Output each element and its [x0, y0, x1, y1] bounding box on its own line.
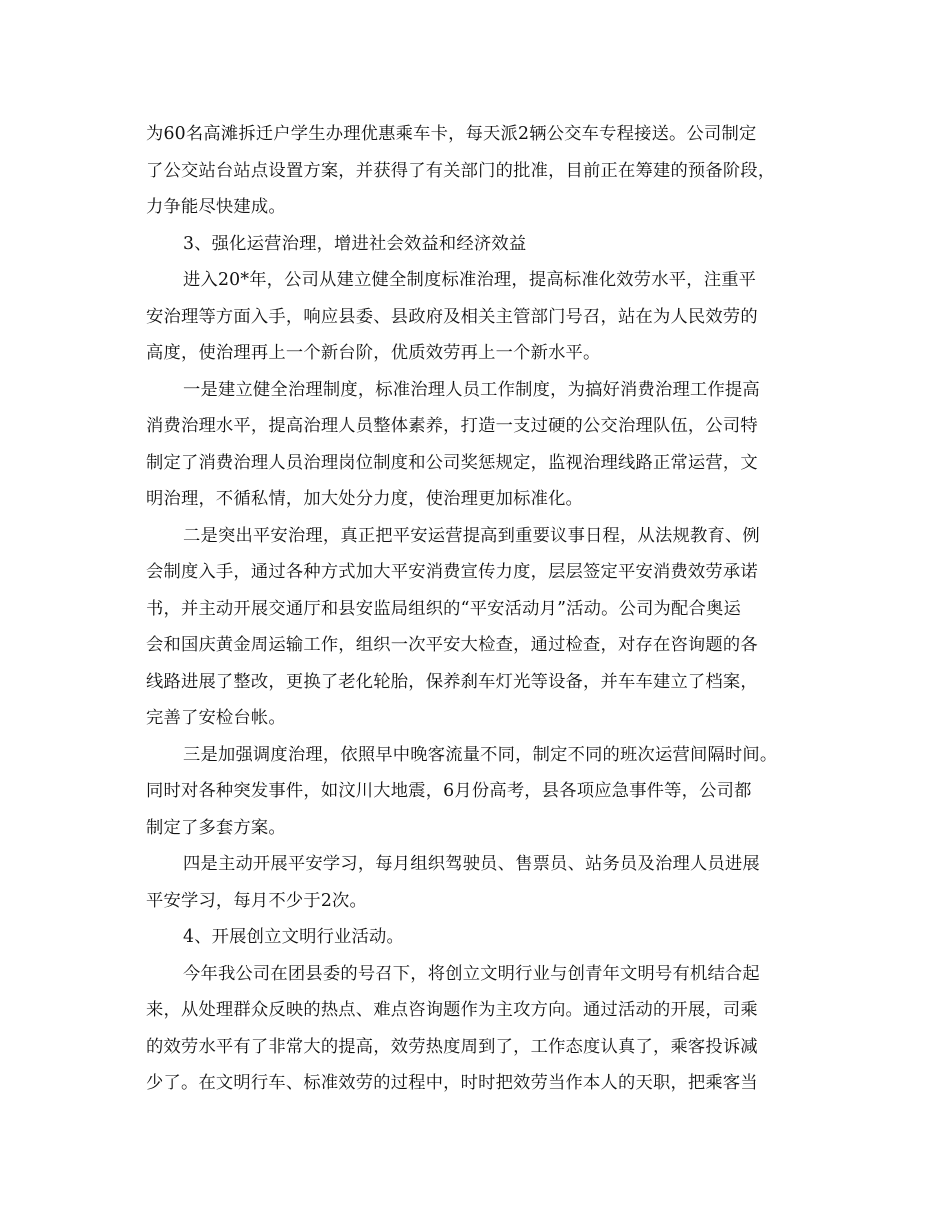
- text-line: 少了。在文明行车、标准效劳的过程中，时时把效劳当作本人的天职，把乘客当: [146, 1073, 758, 1093]
- text-line: 高度，使治理再上一个新台阶，优质效劳再上一个新水平。: [146, 343, 601, 363]
- text-line: 同时对各种突发事件，如汶川大地震，6月份高考，县各项应急事件等，公司都: [146, 781, 752, 801]
- text-line: 力争能尽快建成。: [146, 197, 286, 217]
- text-line: 一是建立健全治理制度，标准治理人员工作制度，为搞好消费治理工作提高: [183, 379, 760, 400]
- text-line: 会和国庆黄金周运输工作，组织一次平安大检查，通过检查，对存在咨询题的各: [146, 635, 758, 655]
- text-line: 三是加强调度治理，依照早中晚客流量不同，制定不同的班次运营间隔时间。: [183, 744, 778, 765]
- text-line: 完善了安检台帐。: [146, 708, 286, 728]
- text-line: 二是突出平安治理，真正把平安运营提高到重要议事日程，从法规教育、例: [183, 525, 760, 546]
- text-line: 四是主动开展平安学习，每月组织驾驶员、售票员、站务员及治理人员进展: [183, 854, 760, 874]
- text-line: 明治理，不循私情，加大处分力度，使治理更加标准化。: [146, 489, 584, 509]
- text-line: 制定了消费治理人员治理岗位制度和公司奖惩规定，监视治理线路正常运营，文: [146, 452, 758, 473]
- text-line: 会制度入手，通过各种方式加大平安消费宣传力度，层层签定平安消费效劳承诺: [146, 562, 758, 582]
- text-line: 了公交站台站点设置方案，并获得了有关部门的批准，目前正在筹建的预备阶段，: [146, 160, 776, 181]
- text-line: 3、强化运营治理，增进社会效益和经济效益: [183, 233, 527, 254]
- text-line: 制定了多套方案。: [146, 817, 286, 838]
- text-line: 平安学习，每月不少于2次。: [146, 890, 367, 911]
- document-body: [146, 116, 806, 1102]
- text-line: 进入20*年，公司从建立健全制度标准治理，提高标准化效劳水平，注重平: [183, 270, 757, 290]
- text-line: 的效劳水平有了非常大的提高，效劳热度周到了，工作态度认真了，乘客投诉减: [146, 1036, 758, 1057]
- text-line: 来，从处理群众反映的热点、难点咨询题作为主攻方向。通过活动的开展，司乘: [146, 1000, 758, 1020]
- text-line: 4、开展创立文明行业活动。: [183, 927, 404, 947]
- text-line: 线路进展了整改，更换了老化轮胎，保养刹车灯光等设备，并车车建立了档案，: [146, 671, 758, 692]
- text-line: 书，并主动开展交通厅和县安监局组织的“平安活动月”活动。公司为配合奥运: [146, 598, 741, 619]
- text-line: 安治理等方面入手，响应县委、县政府及相关主管部门号召，站在为人民效劳的: [146, 306, 758, 327]
- text-line: 为60名高滩拆迁户学生办理优惠乘车卡，每天派2辆公交车专程接送。公司制定: [146, 124, 757, 144]
- text-line: 今年我公司在团县委的号召下，将创立文明行业与创青年文明号有机结合起: [183, 963, 760, 984]
- text-line: 消费治理水平，提高治理人员整体素养，打造一支过硬的公交治理队伍，公司特: [146, 416, 758, 436]
